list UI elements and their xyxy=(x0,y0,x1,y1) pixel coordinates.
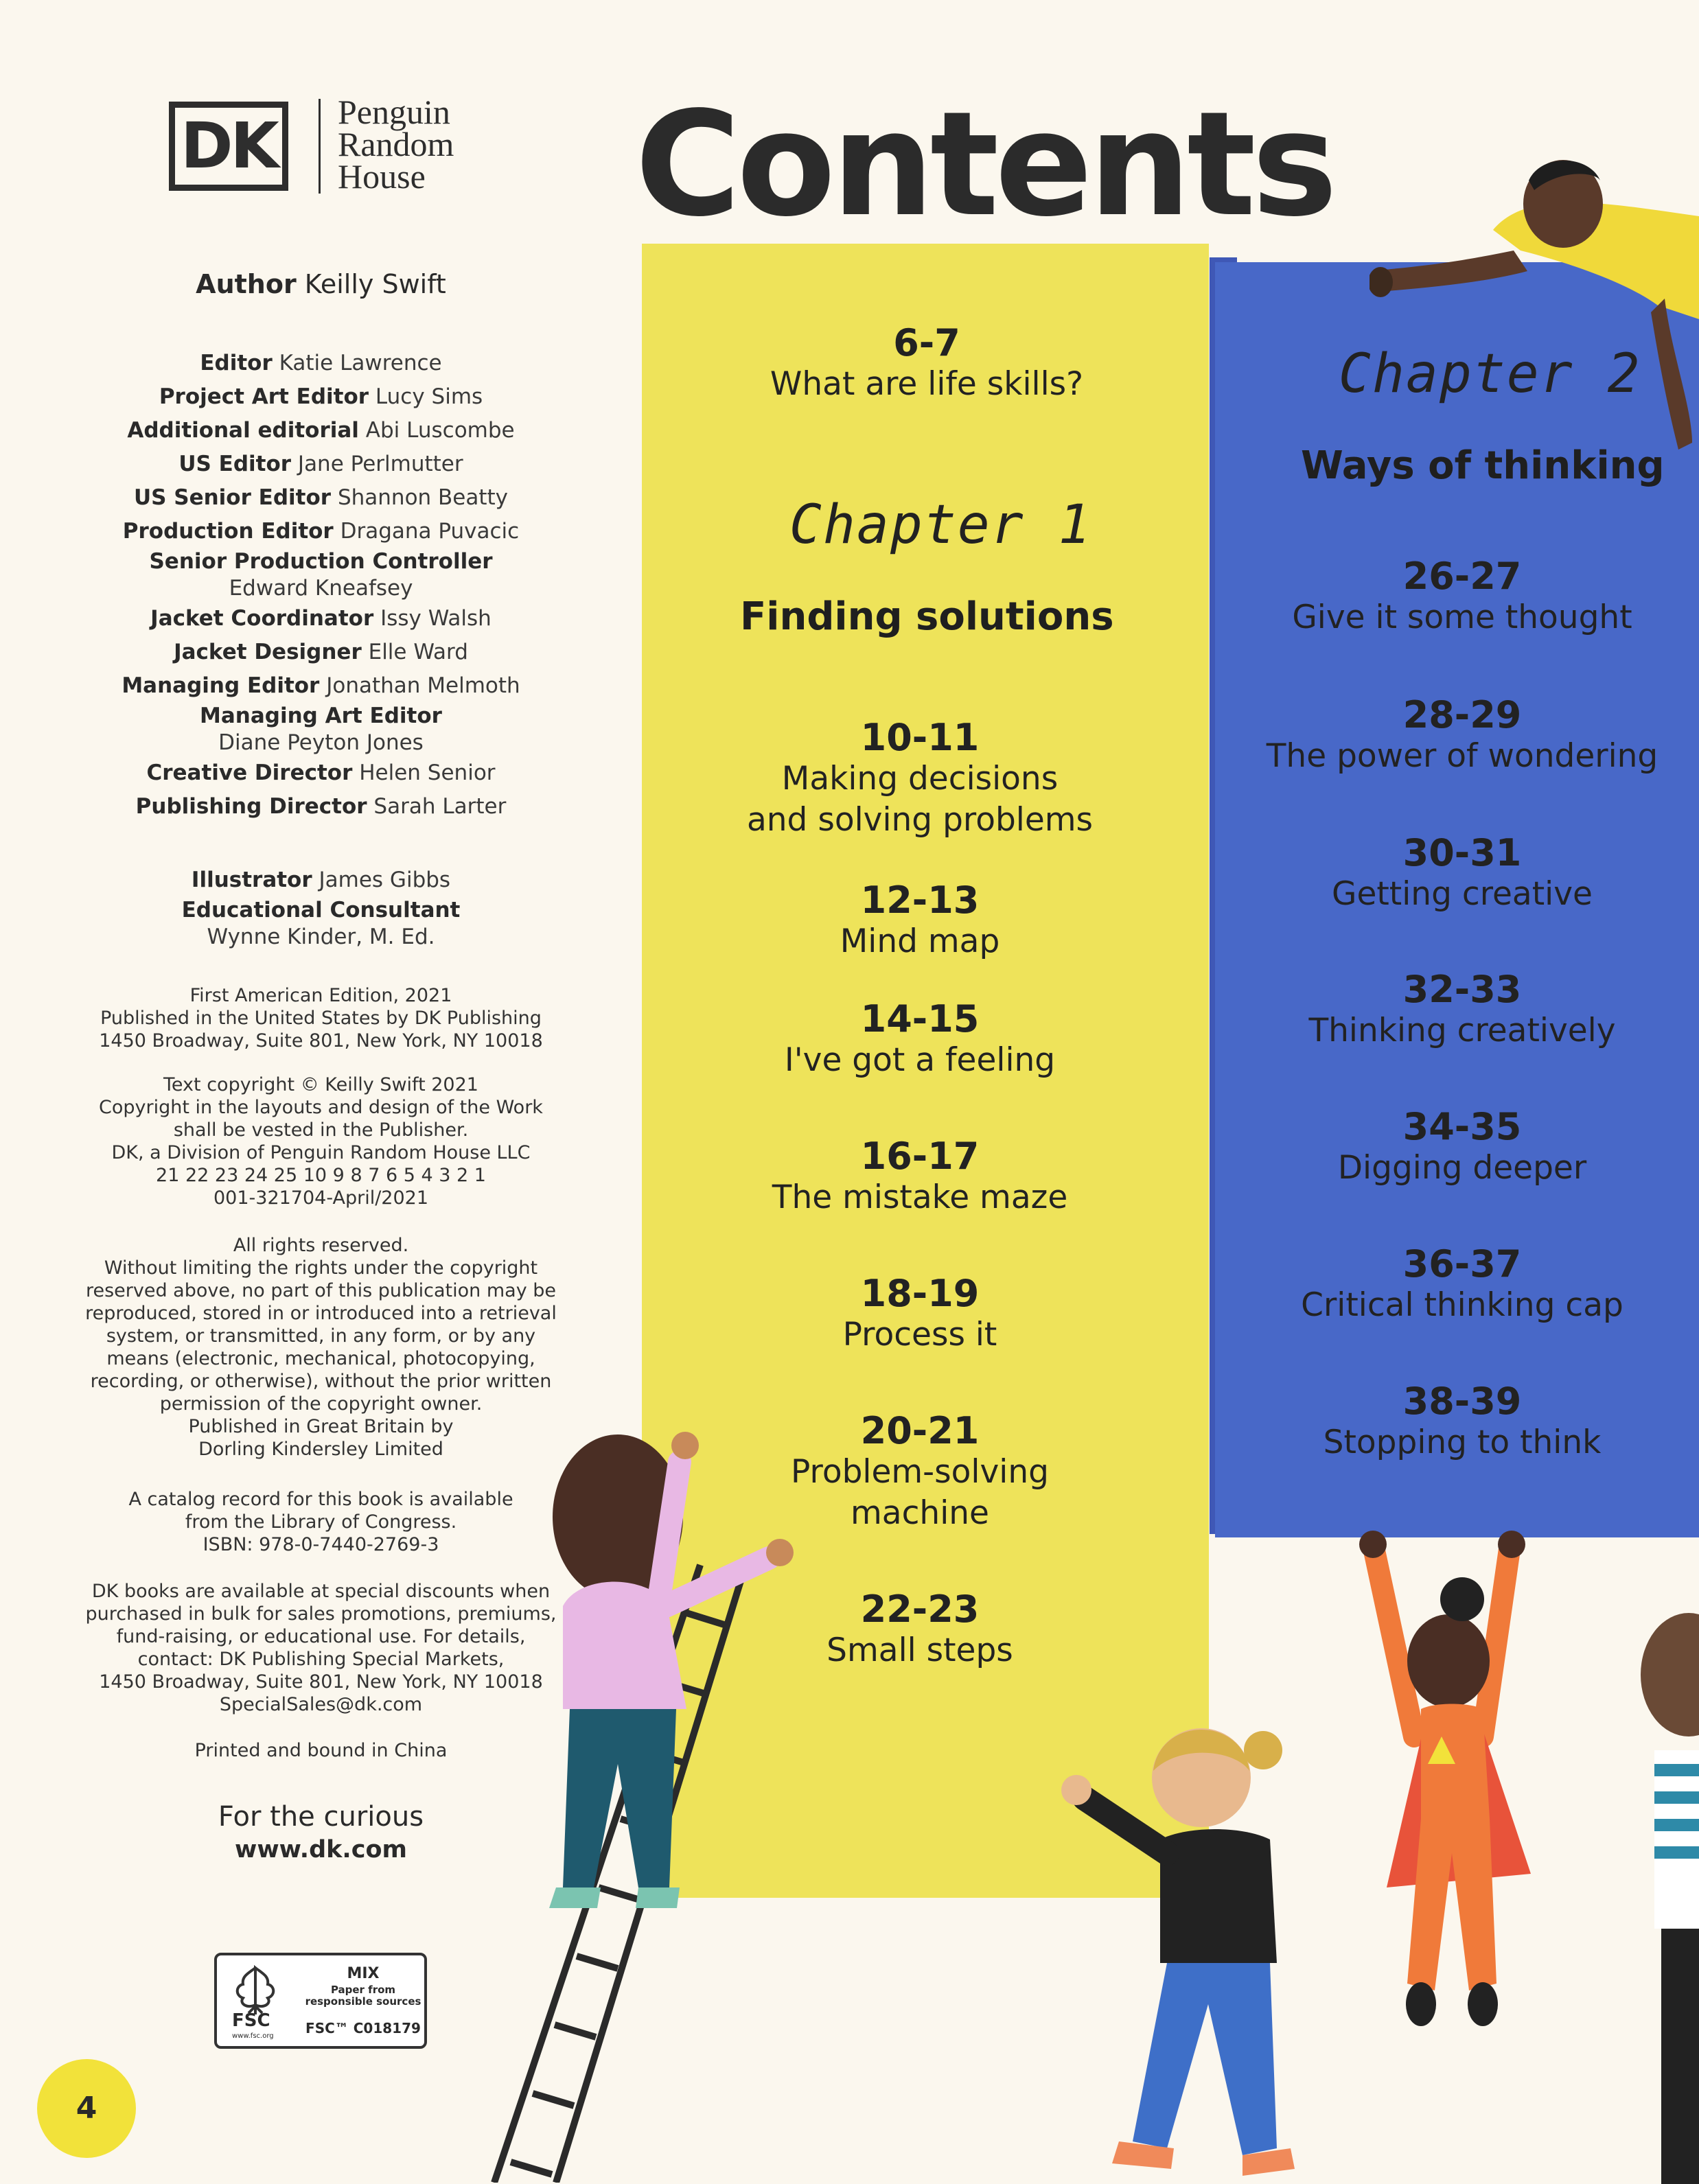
toc-title: Give it some thought xyxy=(1292,599,1632,636)
credit-name: Abi Luscombe xyxy=(365,418,515,443)
legal-line: contact: DK Publishing Special Markets, xyxy=(137,1649,505,1670)
credit-name: Wynne Kinder, M. Ed. xyxy=(207,925,435,949)
legal-line: system, or transmitted, in any form, or by any xyxy=(106,1325,536,1347)
legal-line: reproduced, stored in or introduced into a retrieval xyxy=(85,1303,557,1324)
chapter-1-subtitle: Finding solutions xyxy=(740,594,1114,639)
toc-entry[interactable] xyxy=(1256,1106,1668,1189)
credit-row xyxy=(55,414,587,448)
legal-line: fund-raising, or educational use. For details, xyxy=(116,1626,526,1647)
legal-line: Text copyright © Keilly Swift 2021 xyxy=(163,1074,478,1095)
legal-line: 21 22 23 24 25 10 9 8 7 6 5 4 3 2 1 xyxy=(156,1165,486,1186)
toc-page-range: 16-17 xyxy=(860,1135,980,1178)
credit-role: Production Editor xyxy=(122,519,334,544)
credit-role: Jacket Coordinator xyxy=(150,606,374,631)
legal-line: Copyright in the layouts and design of the Work xyxy=(99,1097,543,1118)
toc-title: and solving problems xyxy=(746,801,1094,839)
toc-page-range: 6-7 xyxy=(893,321,960,364)
credit-name: Helen Senior xyxy=(359,760,496,785)
toc-page-range: 28-29 xyxy=(1402,693,1522,736)
imprint-line: Penguin xyxy=(338,93,450,131)
toc-page-range: 18-19 xyxy=(860,1272,980,1315)
legal-line: DK, a Division of Penguin Random House LLC xyxy=(111,1142,531,1163)
legal-line: means (electronic, mechanical, photocopying, xyxy=(106,1348,535,1369)
toc-entry[interactable] xyxy=(1256,556,1668,638)
legal-line: purchased in bulk for sales promotions, premiums, xyxy=(85,1603,557,1625)
toc-entry[interactable] xyxy=(1256,1381,1668,1463)
legal-line: SpecialSales@dk.com xyxy=(219,1694,423,1715)
toc-title: Process it xyxy=(842,1316,997,1354)
credit-row xyxy=(55,703,587,756)
credit-row xyxy=(55,602,587,636)
author-name: Keilly Swift xyxy=(304,269,446,299)
toc-page-range: 12-13 xyxy=(860,879,980,922)
toc-entry[interactable] xyxy=(714,1589,1126,1671)
legal-line: shall be vested in the Publisher. xyxy=(173,1119,469,1141)
legal-line: DK books are available at special discounts when xyxy=(91,1581,551,1602)
author-credit xyxy=(55,269,587,299)
website-link[interactable]: www.dk.com xyxy=(235,1836,407,1863)
legal-copyright xyxy=(69,1073,573,1209)
toc-entry[interactable] xyxy=(1256,833,1668,915)
toc-title: Small steps xyxy=(827,1631,1013,1669)
credit-role: Editor xyxy=(200,351,273,375)
credit-name: Katie Lawrence xyxy=(279,351,442,375)
toc-title: Critical thinking cap xyxy=(1301,1286,1623,1324)
fsc-certification-badge xyxy=(214,1953,427,2049)
publisher-logo xyxy=(169,93,485,206)
toc-page-range: 30-31 xyxy=(1402,831,1522,874)
child-edge-illustration xyxy=(1627,1613,1699,2184)
toc-entry-intro[interactable] xyxy=(728,323,1126,405)
credit-row xyxy=(55,756,587,790)
dk-logo: DK xyxy=(169,102,288,191)
chapter-2-label: Chapter 2 xyxy=(1339,343,1641,405)
credit-name: Issy Walsh xyxy=(380,606,492,631)
legal-line: Published in the United States by DK Publishing xyxy=(100,1008,542,1029)
credit-role: Managing Editor xyxy=(122,673,320,698)
author-label: Author xyxy=(196,269,297,299)
credit-name: Sarah Larter xyxy=(373,794,507,819)
toc-title: Problem-solving xyxy=(791,1453,1049,1491)
toc-title: I've got a feeling xyxy=(784,1041,1056,1079)
legal-line: Published in Great Britain by xyxy=(188,1416,454,1437)
toc-entry[interactable] xyxy=(714,1273,1126,1356)
credit-row xyxy=(55,448,587,481)
toc-title: The power of wondering xyxy=(1266,737,1658,775)
hero-girl-hanging-illustration xyxy=(1332,1531,1593,2038)
toc-title: machine xyxy=(851,1494,989,1532)
legal-line: permission of the copyright owner. xyxy=(159,1393,483,1415)
credit-role: Project Art Editor xyxy=(159,384,369,409)
credit-row xyxy=(55,897,587,951)
credit-name: Jonathan Melmoth xyxy=(326,673,520,698)
credits-list-secondary xyxy=(55,863,587,951)
credit-row xyxy=(55,548,587,602)
legal-line: ISBN: 978-0-7440-2769-3 xyxy=(203,1534,439,1555)
credit-role: Additional editorial xyxy=(127,418,359,443)
boy-peeking-illustration xyxy=(1369,148,1699,477)
toc-page-range: 34-35 xyxy=(1402,1105,1522,1148)
penguin-random-house-wordmark xyxy=(338,93,454,196)
credit-row xyxy=(55,380,587,414)
credit-row xyxy=(55,636,587,669)
legal-line: First American Edition, 2021 xyxy=(189,985,452,1006)
credit-row xyxy=(55,515,587,548)
credit-role: Educational Consultant xyxy=(181,898,461,922)
toc-title: Getting creative xyxy=(1332,875,1593,913)
legal-line: 001-321704-April/2021 xyxy=(213,1187,429,1209)
legal-line: recording, or otherwise), without the prior written xyxy=(90,1371,552,1392)
toc-title: Thinking creatively xyxy=(1308,1012,1616,1049)
girl-walking-illustration xyxy=(1043,1702,1332,2183)
toc-page-range: 20-21 xyxy=(860,1409,980,1452)
fsc-paper-text xyxy=(305,1984,421,2008)
toc-title: Digging deeper xyxy=(1337,1149,1587,1187)
toc-entry[interactable] xyxy=(1256,969,1668,1052)
credit-role: US Senior Editor xyxy=(133,485,332,510)
legal-line: Dorling Kindersley Limited xyxy=(198,1439,443,1460)
toc-title: Stopping to think xyxy=(1323,1424,1602,1461)
legal-line: All rights reserved. xyxy=(233,1235,409,1256)
credit-role: US Editor xyxy=(178,452,292,476)
legal-line: A catalog record for this book is available xyxy=(128,1489,513,1510)
toc-entry[interactable] xyxy=(714,1136,1126,1218)
chapter-2-subtitle: Ways of thinking xyxy=(1301,443,1665,488)
tagline-text: For the curious xyxy=(218,1801,424,1833)
credit-name: Lucy Sims xyxy=(375,384,483,409)
toc-title: Making decisions xyxy=(781,760,1059,798)
legal-line: Printed and bound in China xyxy=(194,1740,448,1761)
credit-role: Illustrator xyxy=(191,868,312,892)
credit-name: Jane Perlmutter xyxy=(297,452,463,476)
credit-name: Shannon Beatty xyxy=(337,485,509,510)
credit-name: James Gibbs xyxy=(319,868,451,892)
legal-line: 1450 Broadway, Suite 801, New York, NY 10018 xyxy=(99,1671,543,1693)
fsc-url: www.fsc.org xyxy=(232,2032,274,2040)
credit-role: Senior Production Controller xyxy=(149,549,493,574)
toc-page-range: 10-11 xyxy=(860,716,980,759)
fsc-paper-line: responsible sources xyxy=(305,1995,421,2008)
credit-role: Jacket Designer xyxy=(174,640,362,664)
imprint-line: House xyxy=(338,157,426,196)
toc-title: What are life skills? xyxy=(770,365,1084,403)
credit-row xyxy=(55,790,587,824)
toc-page-range: 26-27 xyxy=(1402,555,1522,598)
credit-row xyxy=(55,347,587,380)
credit-row xyxy=(55,669,587,703)
fsc-label: FSC xyxy=(232,2010,270,2031)
fsc-mix: MIX xyxy=(347,1965,380,1982)
toc-page-range: 22-23 xyxy=(860,1588,980,1631)
toc-entry[interactable] xyxy=(1256,695,1668,777)
toc-entry[interactable] xyxy=(1256,1244,1668,1326)
credit-role: Creative Director xyxy=(146,760,353,785)
page-number-badge: 4 xyxy=(37,2059,136,2158)
toc-title: Mind map xyxy=(840,922,1000,960)
toc-title: The mistake maze xyxy=(772,1178,1068,1216)
toc-page-range: 38-39 xyxy=(1402,1380,1522,1423)
toc-page-range: 32-33 xyxy=(1402,968,1522,1011)
legal-edition xyxy=(69,984,573,1052)
legal-line: from the Library of Congress. xyxy=(185,1511,457,1533)
chapter-1-label: Chapter 1 xyxy=(789,494,1092,556)
fsc-paper-line: Paper from xyxy=(330,1984,396,1996)
toc-entry[interactable] xyxy=(714,999,1126,1081)
credit-name: Dragana Puvacic xyxy=(340,519,520,544)
page-title: Contents xyxy=(635,80,1334,248)
toc-entry[interactable] xyxy=(714,880,1126,962)
toc-page-range: 14-15 xyxy=(860,997,980,1041)
fsc-code: FSC™ C018179 xyxy=(305,2020,421,2036)
toc-entry[interactable] xyxy=(714,717,1126,841)
imprint-line: Random xyxy=(338,125,454,163)
credit-name: Elle Ward xyxy=(368,640,468,664)
credit-row xyxy=(55,863,587,897)
credit-role: Publishing Director xyxy=(135,794,367,819)
toc-page-range: 36-37 xyxy=(1402,1242,1522,1286)
logo-divider xyxy=(319,99,321,194)
credit-name: Diane Peyton Jones xyxy=(218,730,424,755)
toc-entry[interactable] xyxy=(714,1410,1126,1534)
credit-name: Edward Kneafsey xyxy=(229,576,413,601)
credit-row xyxy=(55,481,587,515)
legal-line: 1450 Broadway, Suite 801, New York, NY 10018 xyxy=(99,1030,543,1052)
legal-line: reserved above, no part of this publication may be xyxy=(85,1280,557,1301)
credits-list xyxy=(55,347,587,824)
legal-line: Without limiting the rights under the copyright xyxy=(104,1257,538,1279)
credit-role: Managing Art Editor xyxy=(200,704,442,728)
